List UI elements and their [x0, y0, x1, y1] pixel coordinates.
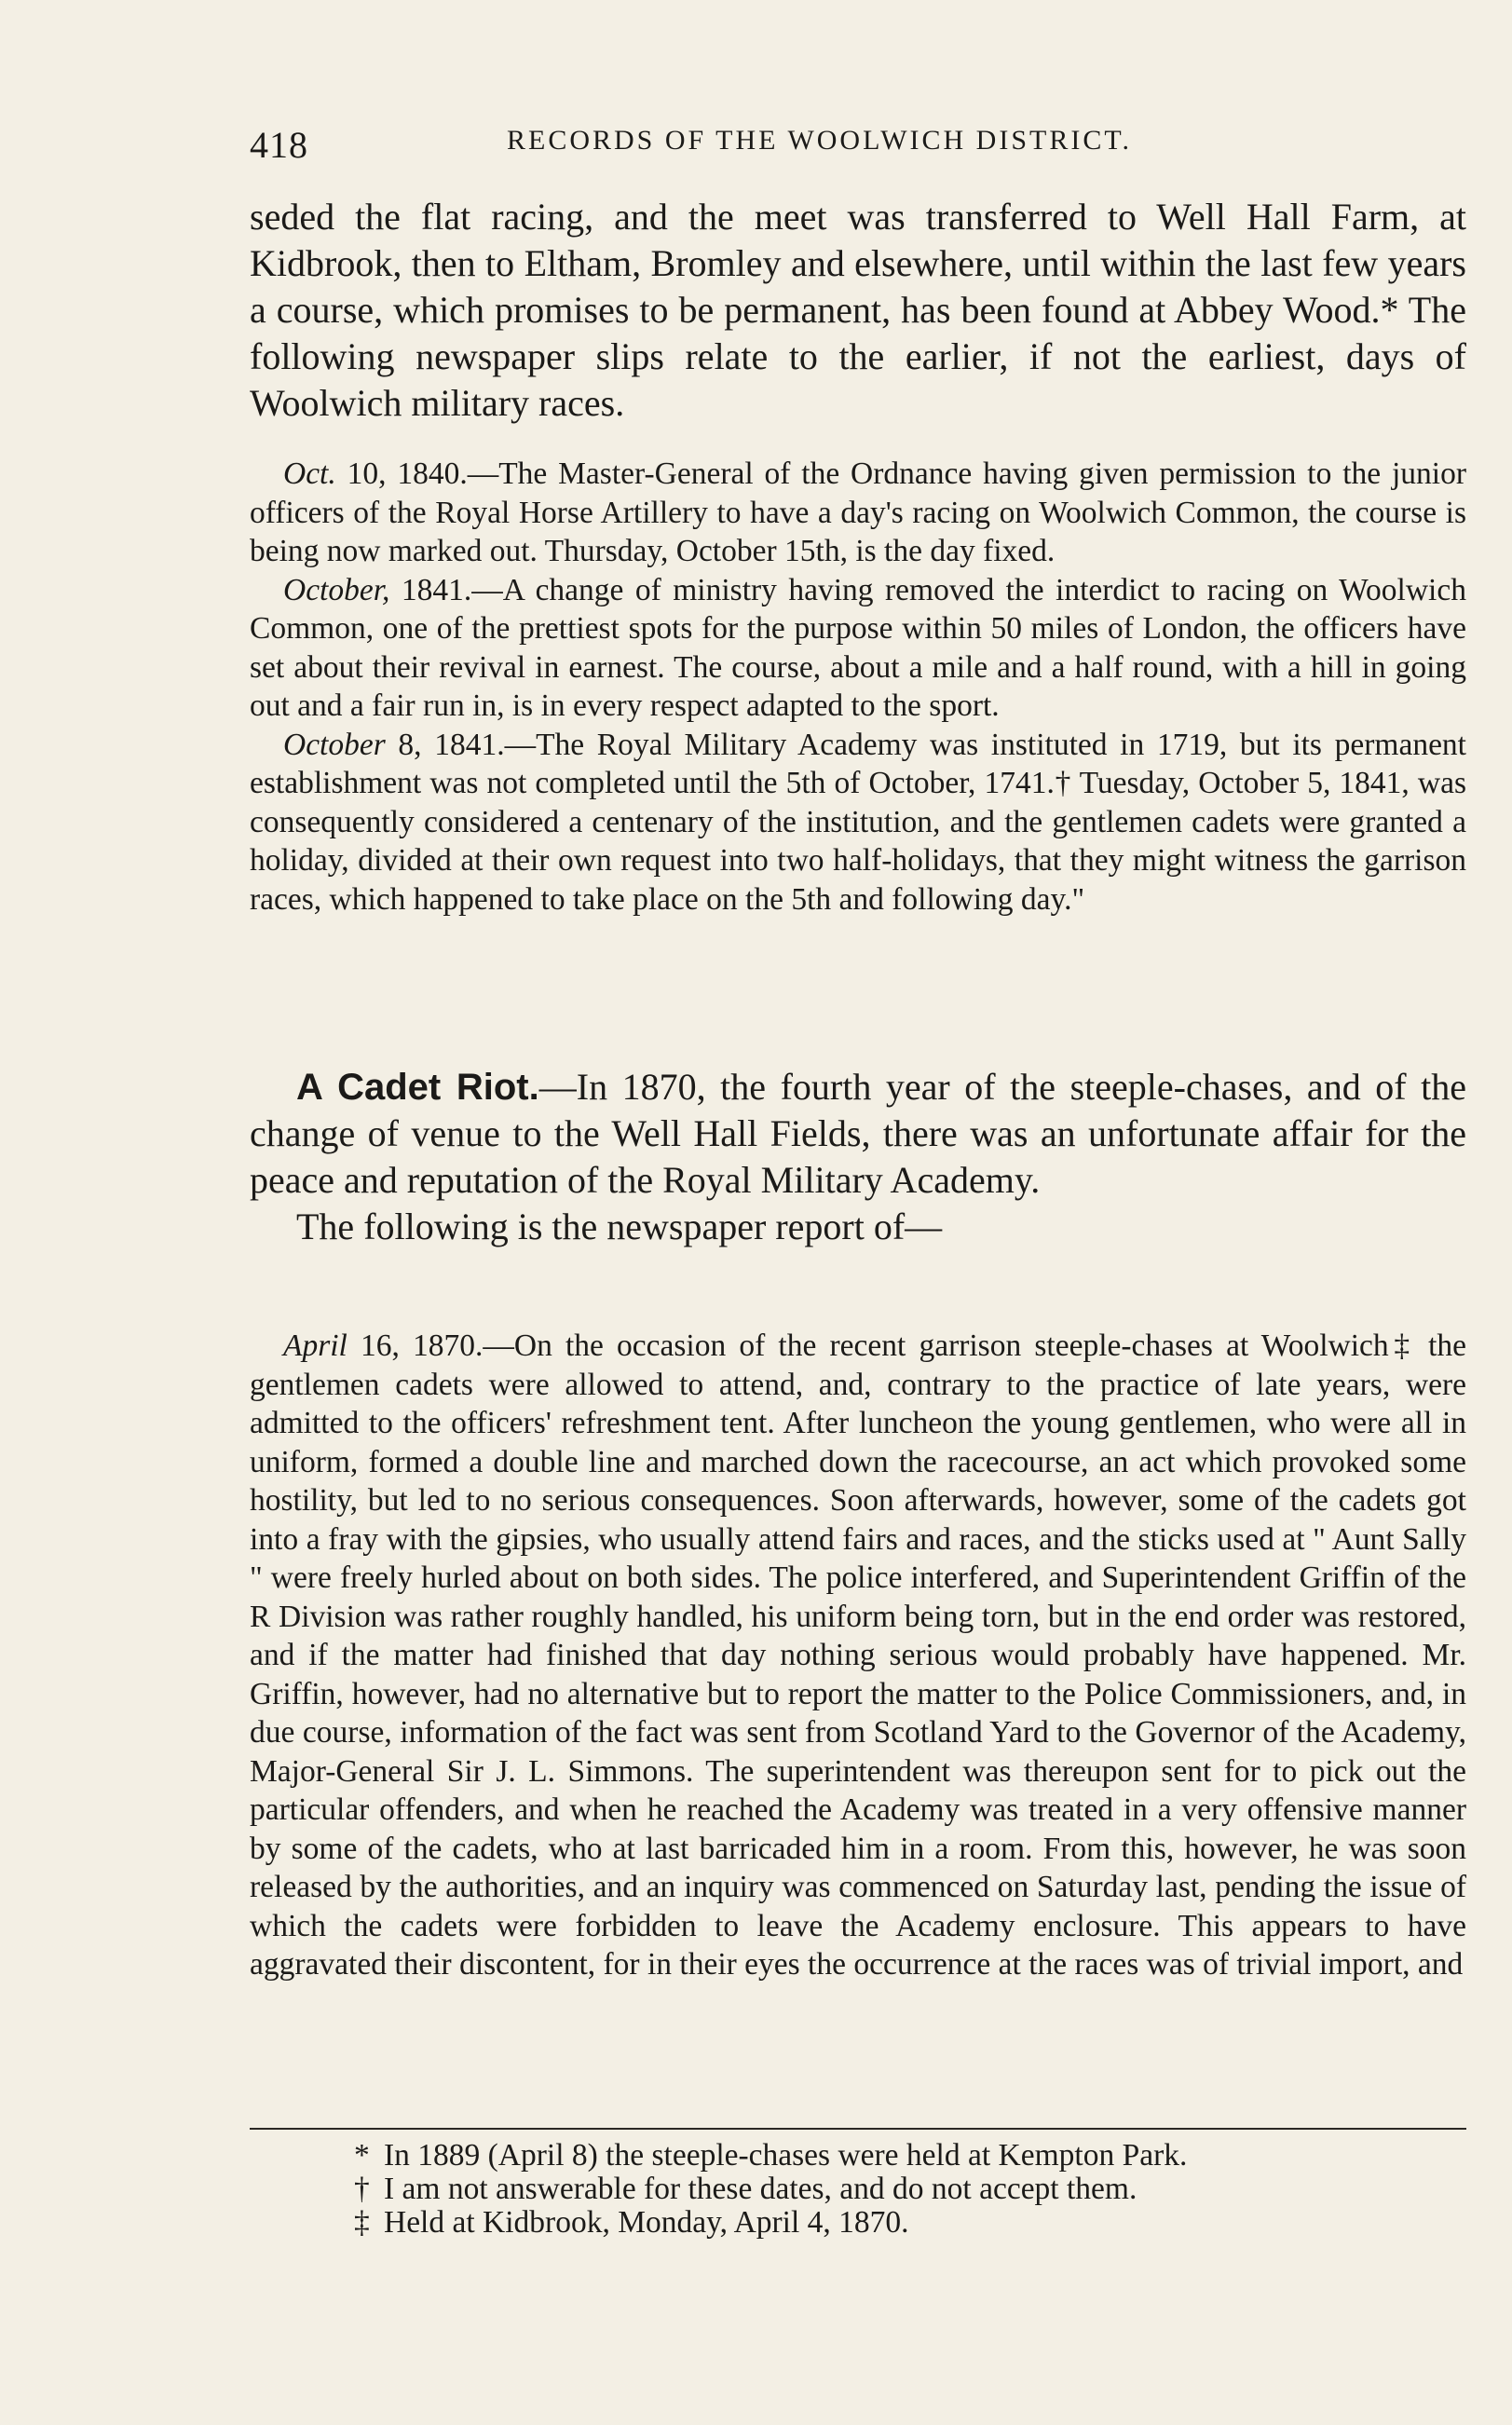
cadet-riot-section: [250, 1064, 1466, 1250]
section-paragraph: [250, 1064, 1466, 1204]
footnote: [354, 2206, 1425, 2240]
footnotes: [354, 2139, 1425, 2240]
page-number: 418: [250, 124, 308, 166]
report-date: April: [283, 1328, 347, 1363]
footnote-divider: [250, 2128, 1466, 2130]
report-text: 16, 1870.—On the occasion of the recent garrison steeple-chases at Woolwich‡ the gentlemen cadets were allowed to attend, and, contrary to the practice of late years, were admitted to the officers' refreshment tent. After luncheon the young gentlemen, who were all in uniform, formed a double line and marched down the racecourse, an act which provoked some hostility, but led to no serious consequences. Soon afterwards, however, some of the cadets got into a fray with the gipsies, who usually attend fairs and races, and the sticks used at " Aunt Sally " were freely hurled about on both sides. The police interfered, and Superintendent Griffin of the R Division was rather roughly handled, his uniform being torn, but in the end order was restored, and if the matter had finished that day nothing serious would probably have happened. Mr. Griffin, however, had no alternative but to report the matter to the Police Commissioners, and, in due course, information of the fact was sent from Scotland Yard to the Governor of the Academy, Major-General Sir J. L. Simmons. The superintendent was thereupon sent for to pick out the particular offenders, and when he reached the Academy was treated in a very offensive manner by some of the cadets, who at last barricaded him in a room. From this, however, he was soon released by the authorities, and an inquiry was commenced on Saturday last, pending the issue of which the cadets were forbidden to leave the Academy enclosure. This appears to have aggravated their discontent, for in their eyes the occurrence at the races was of trivial import, and: [250, 1328, 1466, 1982]
intro-paragraph-block: [250, 194, 1466, 427]
footnote: [354, 2173, 1425, 2206]
section-lead-in: The following is the newspaper report of—: [296, 1206, 943, 1247]
footnote-text: In 1889 (April 8) the steeple-chases were held at Kempton Park.: [384, 2138, 1188, 2173]
page-header: [250, 123, 1461, 170]
section-heading: A Cadet Riot.: [296, 1067, 539, 1108]
quote-date: October,: [283, 572, 390, 607]
footnote-text: I am not answerable for these dates, and do not accept them.: [384, 2172, 1137, 2206]
footnote-mark: ‡: [354, 2205, 370, 2240]
section-text: —In 1870, the fourth year of the steeple-chases, and of the change of venue to the Well Hall Fields, there was an unfortunate affair for the peace and reputation of the Royal Military Academy.: [250, 1066, 1466, 1201]
running-title: RECORDS OF THE WOOLWICH DISTRICT.: [507, 125, 1132, 156]
quote-1841-a: [250, 571, 1466, 726]
newspaper-report: [250, 1327, 1466, 1984]
report-paragraph: [250, 1327, 1466, 1984]
quote-text: 8, 1841.—The Royal Military Academy was instituted in 1719, but its permanent establishment was not completed until the 5th of October, 1741.† Tuesday, October 5, 1841, was consequently considered a centenary of the institution, and the gentlemen cadets were granted a holiday, divided at their own request into two half-holidays, that they might witness the garrison races, which happened to take place on the 5th and following day.": [250, 727, 1466, 917]
footnote-mark: *: [354, 2138, 370, 2173]
quote-text: 10, 1840.—The Master-General of the Ordnance having given permission to the junior officers of the Royal Horse Artillery to have a day's racing on Woolwich Common, the course is being now marked out. Thursday, October 15th, is the day fixed.: [250, 456, 1466, 568]
intro-paragraph: seded the flat racing, and the meet was transferred to Well Hall Farm, at Kidbrook, then to Eltham, Bromley and elsewhere, until within the last few years a course, which promises to be permanent, has been found at Abbey Wood.* The following newspaper slips relate to the earlier, if not the earliest, days of Woolwich military races.: [250, 196, 1466, 424]
quote-text: 1841.—A change of ministry having removed the interdict to racing on Woolwich Common, one of the prettiest spots for the purpose within 50 miles of London, the officers have set about their revival in earnest. The course, about a mile and a half round, with a hill in going out and a fair run in, is in every respect adapted to the sport.: [250, 572, 1466, 723]
quote-1840: [250, 455, 1466, 571]
footnote-text: Held at Kidbrook, Monday, April 4, 1870.: [384, 2205, 909, 2240]
footnote-mark: †: [354, 2172, 370, 2206]
quote-1841-b: [250, 726, 1466, 920]
quote-date: Oct.: [283, 456, 336, 491]
newspaper-slips: [250, 455, 1466, 919]
quote-date: October: [283, 727, 386, 762]
footnote: [354, 2139, 1425, 2173]
